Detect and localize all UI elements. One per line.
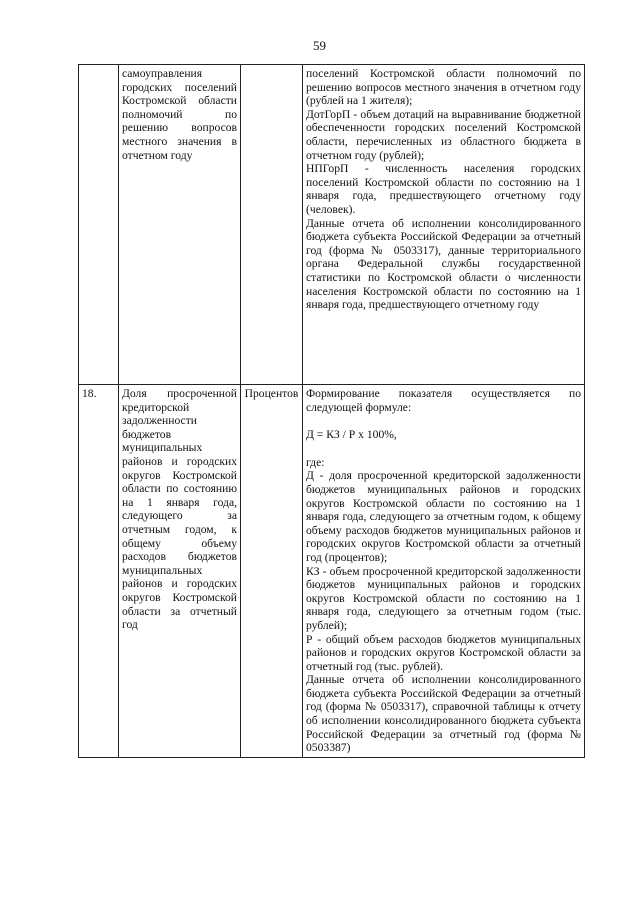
method-description-cell [303,65,585,385]
indicator-table [78,64,585,758]
description-paragraph: Д - доля просроченной кредиторской задолженности бюджетов муниципальных районов и городских округов Костромской области по состоянию на 1 января года, следующего за отчетным годом, к общему объему расходов бюджетов муниципальных районов и городских округов Костромской области за отчетный год (процентов); [306,469,581,564]
description-paragraph: КЗ - объем просроченной кредиторской задолженности бюджетов муниципальных районов и городских округов Костромской области по состоянию на 1 января года, следующего за отчетным годом (тыс. рублей); [306,564,581,632]
table-row-18 [79,385,585,758]
description-paragraph: НПГорП - численность населения городских поселений Костромской области по состоянию на 1 января года, предшествующего отчетному году (человек). [306,162,581,216]
formula-where-label: где: [306,455,325,469]
method-description-cell [303,385,585,758]
page-number: 59 [313,38,326,53]
formula-intro: Формирование показателя осуществляется по следующей формуле: [306,387,581,414]
description-paragraph: поселений Костромской области полномочий по решению вопросов местного значения в отчетном году (рублей на 1 жителя); [306,67,581,108]
description-paragraph: ДотГорП - объем дотаций на выравнивание бюджетной обеспеченности городских поселений Костромской области, перечисленных из областного бюджета в отчетном году (рублей); [306,107,581,162]
unit-cell [241,65,303,385]
table-row-continuation [79,65,585,385]
description-paragraph: Данные отчета об исполнении консолидированного бюджета субъекта Российской Федерации за отчетный год (форма № 0503317), справочной таблицы к отчету об исполнении консолидированного бюджета субъекта Российской Федерации за отчетный год (форма № 0503387) [306,673,581,755]
indicator-name-cell: Доля просроченной кредиторской задолженности бюджетов муниципальных районов и городских округов Костромской области по состоянию на 1 января года, следующего за отчетным годом, к общему объему расходов бюджетов муниципальных районов и городских округов Костромской области за отчетный год [119,385,241,758]
description-paragraph: Р - общий объем расходов бюджетов муниципальных районов и городских округов Костромской области за отчетный год (тыс. рублей). [306,632,581,673]
row-number-cell: 18. [79,385,119,758]
indicator-name-cell: самоуправления городских поселений Костромской области полномочий по решению вопросов местного значения в отчетном году [119,65,241,385]
description-paragraph: Данные отчета об исполнении консолидированного бюджета субъекта Российской Федерации за отчетный год (форма № 0503317), данные территориального органа Федеральной службы государственной статистики по Костромской области о численности населения Костромской области по состоянию на 1 января года, предшествующего отчетному году [306,216,581,312]
formula: Д = КЗ / Р х 100%, [306,428,397,442]
unit-cell: Процентов [241,385,303,758]
row-number-cell [79,65,119,385]
